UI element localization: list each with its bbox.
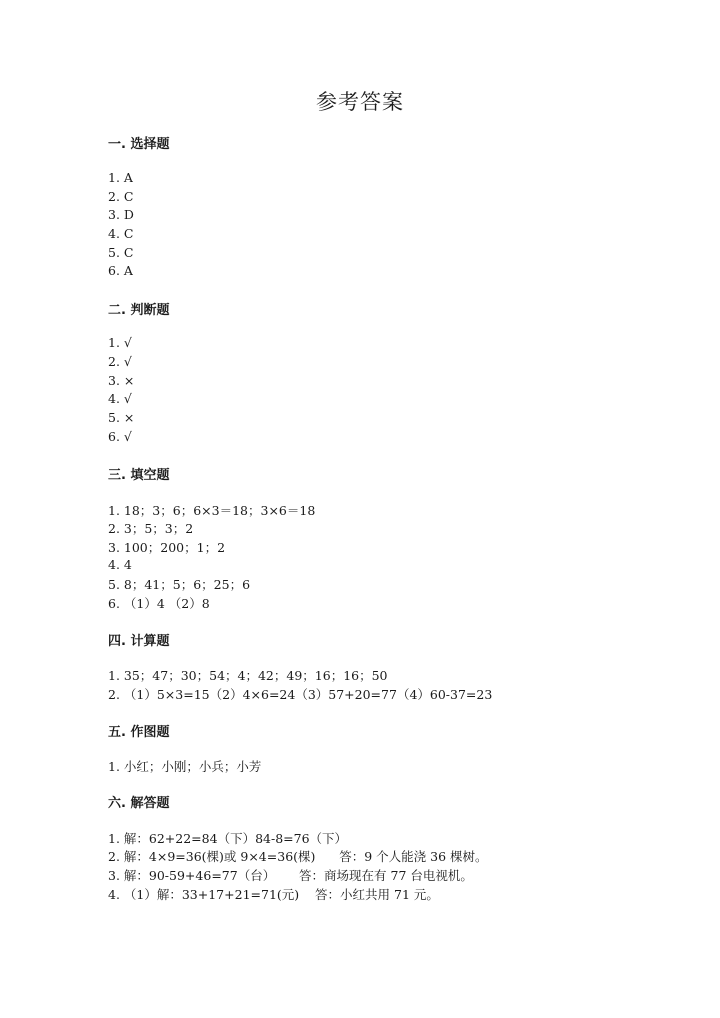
answer-line: 3. 解：90-59+46=77（台） 答：商场现在有 77 台电视机。 (108, 868, 473, 883)
answer-line: 3. D (108, 207, 134, 222)
section-heading-fill: 三. 填空题 (108, 468, 170, 483)
section-heading-solve: 六. 解答题 (108, 796, 170, 811)
section-heading-choice: 一. 选择题 (108, 137, 170, 152)
answer-line: 1. √ (108, 335, 132, 350)
answer-line: 3. × (108, 373, 135, 388)
section-heading-draw: 五. 作图题 (108, 725, 170, 740)
section-heading-calc: 四. 计算题 (108, 634, 170, 649)
answer-line: 4. 4 (108, 557, 132, 572)
answer-line: 2. 解：4×9=36(棵)或 9×4=36(棵) 答：9 个人能浇 36 棵树。 (108, 849, 488, 864)
answer-line: 2. √ (108, 354, 132, 369)
answer-line: 6. （1）4 （2）8 (108, 596, 210, 611)
answer-line: 2. 3；5；3；2 (108, 521, 194, 536)
answer-line: 5. C (108, 245, 134, 260)
answer-line: 1. 解：62+22=84（下）84-8=76（下） (108, 831, 348, 846)
answer-line: 6. √ (108, 429, 132, 444)
answer-line: 2. （1）5×3=15（2）4×6=24（3）57+20=77（4）60-37=23 (108, 687, 493, 702)
page-title: 参考答案 (316, 90, 404, 114)
answer-line: 5. 8；41；5；6；25；6 (108, 577, 251, 592)
answer-line: 1. 小红；小刚；小兵；小芳 (108, 759, 262, 774)
answer-line: 3. 100；200；1；2 (108, 540, 226, 555)
section-heading-judge: 二. 判断题 (108, 303, 170, 318)
answer-line: 1. A (108, 170, 133, 185)
answer-line: 4. （1）解：33+17+21=71(元) 答：小红共用 71 元。 (108, 887, 439, 902)
answer-line: 4. C (108, 226, 134, 241)
answer-line: 6. A (108, 263, 133, 278)
answer-line: 1. 18；3；6；6×3＝18；3×6＝18 (108, 503, 316, 518)
answer-line: 5. × (108, 410, 135, 425)
answer-line: 4. √ (108, 391, 132, 406)
answer-line: 1. 35；47；30；54；4；42；49；16；16；50 (108, 668, 388, 683)
answer-line: 2. C (108, 189, 134, 204)
